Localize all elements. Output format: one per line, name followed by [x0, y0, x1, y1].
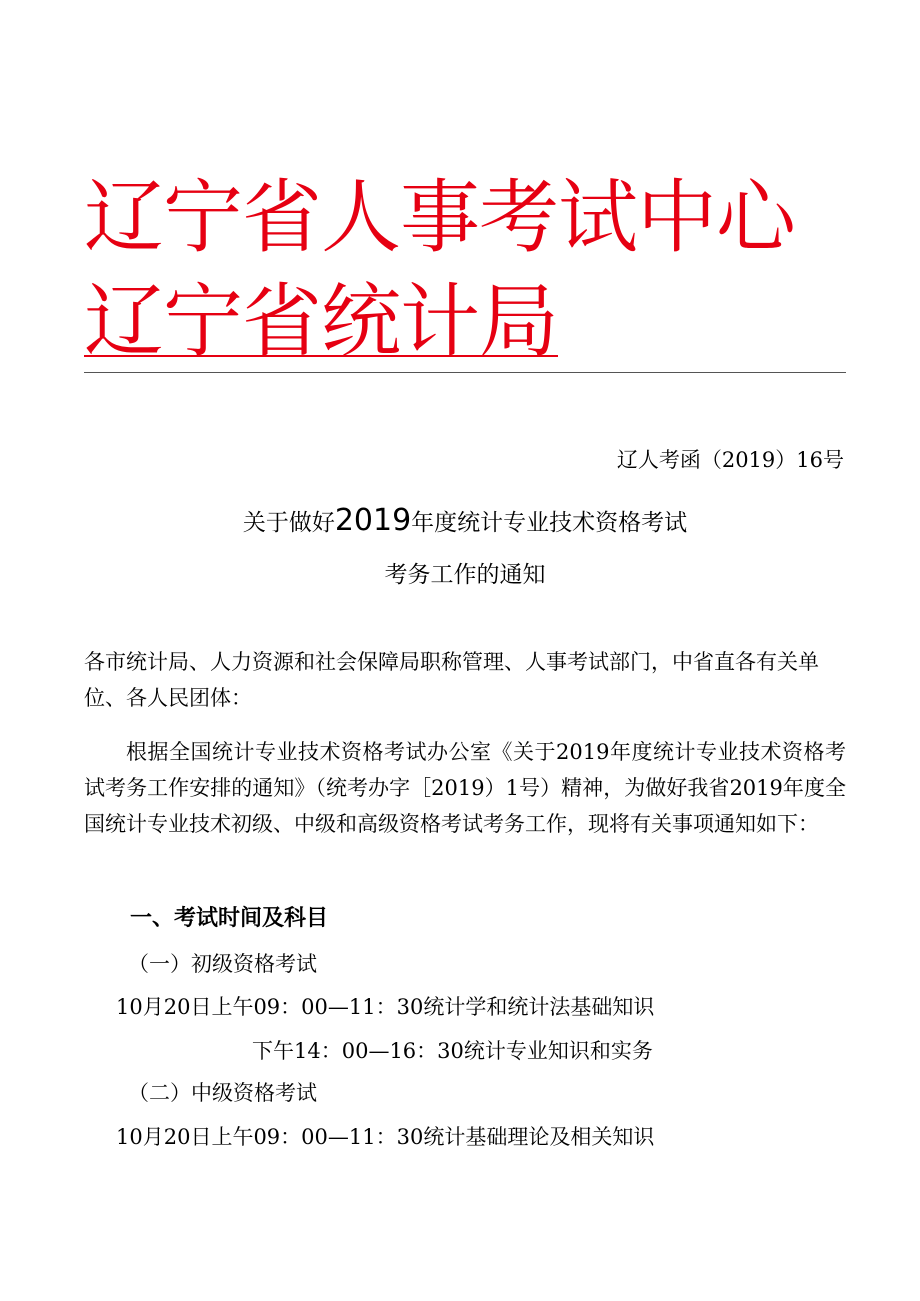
junior-exam-morning: 10月20日上午09：00—11：30统计学和统计法基础知识 — [116, 995, 655, 1019]
intermediate-exam-morning: 10月20日上午09：00—11：30统计基础理论及相关知识 — [116, 1125, 655, 1149]
document-title-line-2: 考务工作的通知 — [384, 562, 546, 588]
masthead-issuer-1: 辽宁省人事考试中心 — [84, 171, 795, 264]
subheading-junior-exam: （一）初级资格考试 — [128, 952, 317, 976]
title-suffix: 年度统计专业技术资格考试 — [411, 510, 688, 536]
masthead — [84, 166, 864, 374]
subheading-intermediate-exam: （二）中级资格考试 — [128, 1081, 317, 1105]
title-year: 2019 — [334, 503, 412, 538]
masthead-issuer-2: 辽宁省统计局 — [84, 275, 558, 368]
body-paragraph-1: 根据全国统计专业技术资格考试办公室《关于2019年度统计专业技术资格考试考务工作安排的通知》（统考办字［2019）1号）精神，为做好我省2019年度全国统计专业技术初级、中级和高级资格考试考务工作，现将有关事项通知如下： — [84, 740, 846, 836]
masthead-divider — [84, 372, 846, 373]
title-prefix: 关于做好 — [242, 510, 335, 536]
junior-exam-afternoon: 下午14：00—16：30统计专业知识和实务 — [252, 1039, 653, 1063]
document-title-line-1 — [84, 504, 846, 540]
section-heading-exam-schedule: 一、考试时间及科目 — [130, 906, 329, 931]
document-number: 辽人考函（2019）16号 — [616, 448, 844, 472]
addressee: 各市统计局、人力资源和社会保障局职称管理、人事考试部门，中省直各有关单位、各人民团体： — [84, 650, 819, 710]
